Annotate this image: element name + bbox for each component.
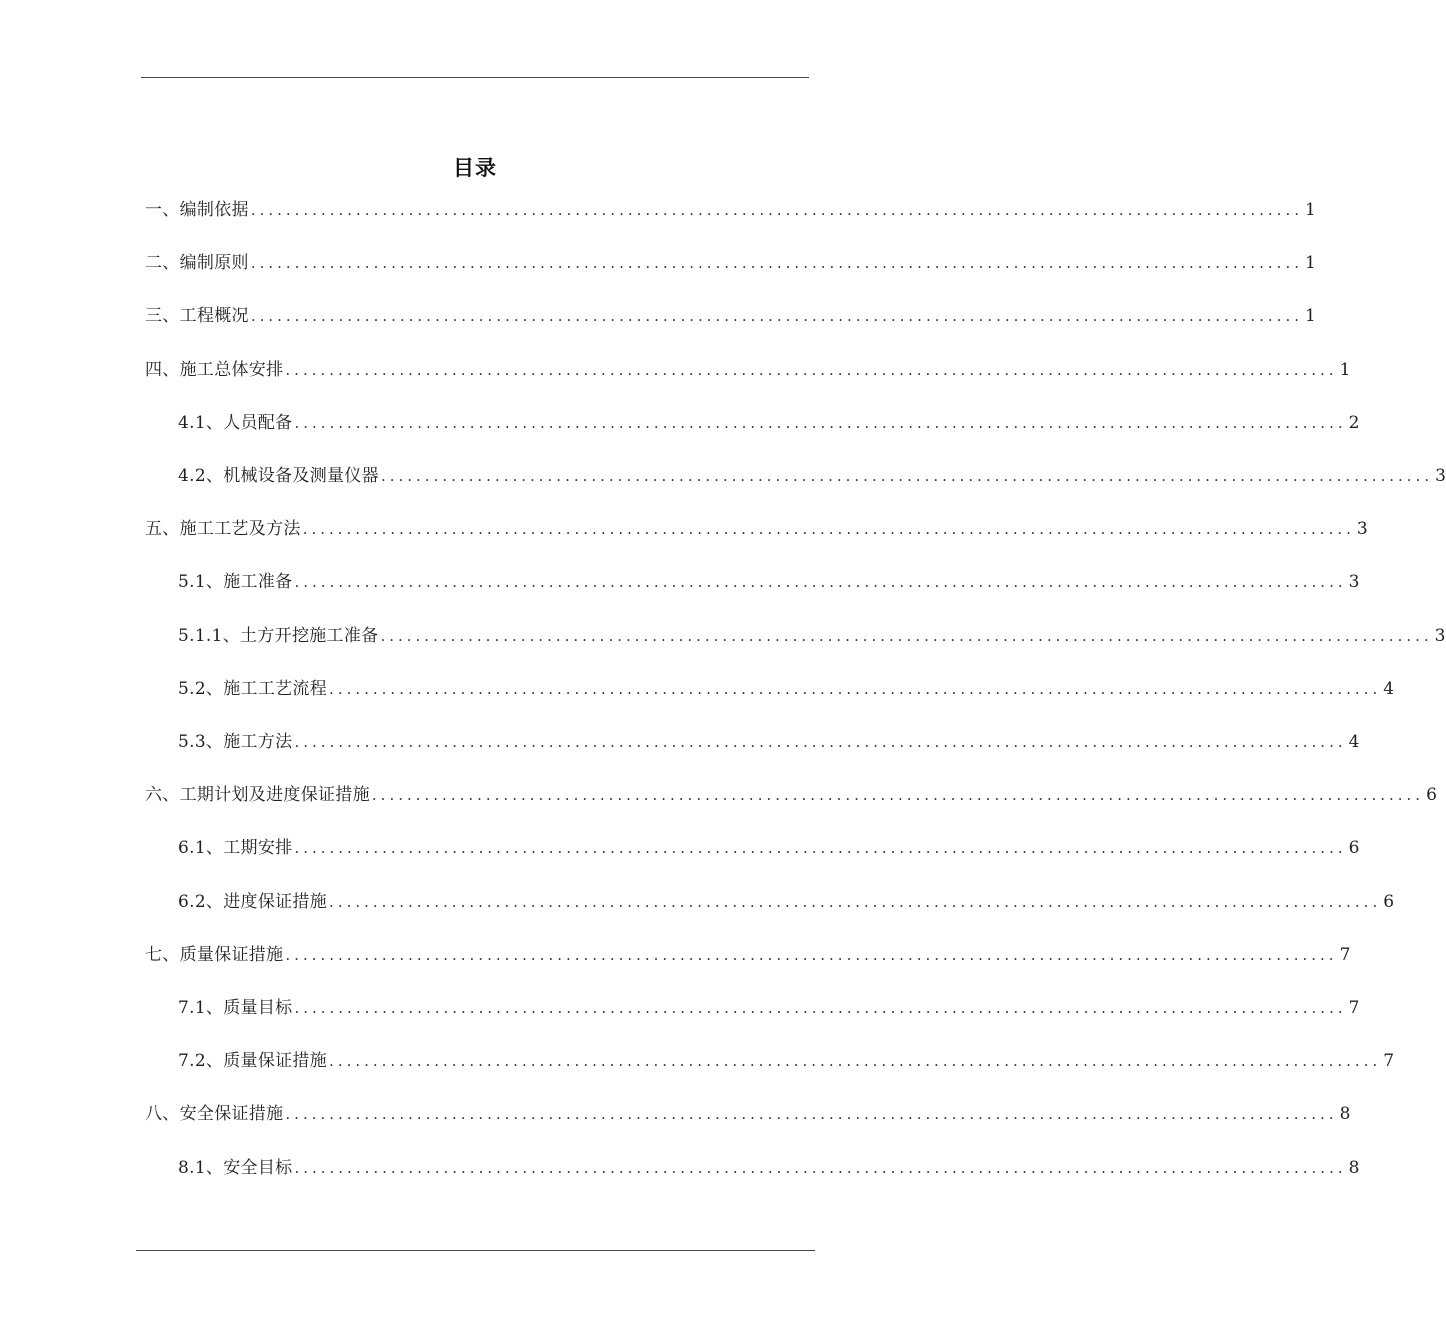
toc-dot-leader: ........................................................................................................................ <box>285 361 1338 379</box>
toc-entry-label: 7.2、质量保证措施 <box>178 1051 328 1071</box>
toc-entry[interactable] <box>145 783 1437 807</box>
toc-dot-leader: ........................................................................................................................ <box>380 467 1434 485</box>
toc-entry-page: 4 <box>1348 732 1360 752</box>
toc-entry-page: 7 <box>1348 998 1360 1018</box>
toc-dot-leader: ........................................................................................................................ <box>371 786 1425 804</box>
toc-entry-page: 3 <box>1348 572 1360 592</box>
toc-dot-leader: ........................................................................................................................ <box>285 946 1338 964</box>
toc-entry[interactable] <box>145 251 1316 275</box>
toc-entry-label: 8.1、安全目标 <box>178 1158 293 1178</box>
toc-dot-leader: ........................................................................................................................ <box>329 680 1382 698</box>
toc-dot-leader: ........................................................................................................................ <box>250 307 1303 325</box>
toc-dot-leader: ........................................................................................................................ <box>380 627 1433 645</box>
toc-entry-page: 6 <box>1383 892 1395 912</box>
toc-entry-page: 3 <box>1356 519 1368 539</box>
toc-entry-page: 3 <box>1434 626 1446 646</box>
toc-entry-label: 4.2、机械设备及测量仪器 <box>178 466 379 486</box>
toc-entry-page: 8 <box>1339 1104 1351 1124</box>
toc-entry-label: 6.1、工期安排 <box>178 838 293 858</box>
toc-entry[interactable] <box>145 358 1351 382</box>
toc-dot-leader: ........................................................................................................................ <box>294 414 1347 432</box>
toc-dot-leader: ........................................................................................................................ <box>294 733 1347 751</box>
toc-entry[interactable] <box>178 1156 1360 1180</box>
footer-rule <box>136 1250 815 1251</box>
toc-entry[interactable] <box>178 570 1360 594</box>
toc-dot-leader: ........................................................................................................................ <box>302 520 1355 538</box>
toc-entry-label: 二、编制原则 <box>145 253 249 273</box>
toc-entry-label: 五、施工工艺及方法 <box>145 519 301 539</box>
toc-dot-leader: ........................................................................................................................ <box>294 573 1347 591</box>
toc-dot-leader: ........................................................................................................................ <box>329 1052 1382 1070</box>
toc-entry-label: 5.1、施工准备 <box>178 572 293 592</box>
toc-entry-label: 七、质量保证措施 <box>145 945 284 965</box>
toc-entry[interactable] <box>145 198 1316 222</box>
toc-entry[interactable] <box>145 517 1368 541</box>
toc-entry-page: 3 <box>1435 466 1446 486</box>
toc-dot-leader: ........................................................................................................................ <box>250 201 1303 219</box>
toc-dot-leader: ........................................................................................................................ <box>250 254 1303 272</box>
toc-dot-leader: ........................................................................................................................ <box>294 839 1347 857</box>
toc-entry[interactable] <box>178 730 1360 754</box>
toc-entry-label: 5.3、施工方法 <box>178 732 293 752</box>
toc-entry-label: 六、工期计划及进度保证措施 <box>145 785 370 805</box>
toc-entry-label: 4.1、人员配备 <box>178 413 293 433</box>
toc-entry-label: 7.1、质量目标 <box>178 998 293 1018</box>
toc-entry-label: 八、安全保证措施 <box>145 1104 284 1124</box>
toc-entry-page: 1 <box>1339 360 1351 380</box>
toc-entry[interactable] <box>178 677 1395 701</box>
toc-entry-page: 1 <box>1304 200 1316 220</box>
toc-dot-leader: ........................................................................................................................ <box>294 1159 1347 1177</box>
toc-entry[interactable] <box>178 890 1395 914</box>
toc-entry[interactable] <box>178 624 1446 648</box>
toc-entry-page: 1 <box>1304 253 1316 273</box>
toc-dot-leader: ........................................................................................................................ <box>294 999 1347 1017</box>
toc-title: 目录 <box>453 156 497 180</box>
toc-entry-label: 5.1.1、土方开挖施工准备 <box>178 626 379 646</box>
toc-entry-page: 2 <box>1348 413 1360 433</box>
toc-entry-label: 三、工程概况 <box>145 306 249 326</box>
toc-entry-page: 7 <box>1339 945 1351 965</box>
toc-entry[interactable] <box>145 304 1316 328</box>
toc-entry-label: 6.2、进度保证措施 <box>178 892 328 912</box>
toc-entry-page: 7 <box>1383 1051 1395 1071</box>
toc-entry-label: 一、编制依据 <box>145 200 249 220</box>
toc-entry[interactable] <box>145 943 1351 967</box>
toc-dot-leader: ........................................................................................................................ <box>329 893 1382 911</box>
toc-entry-label: 四、施工总体安排 <box>145 360 284 380</box>
toc-entry[interactable] <box>178 1049 1395 1073</box>
toc-entry-page: 6 <box>1348 838 1360 858</box>
toc-entry-page: 4 <box>1383 679 1395 699</box>
toc-entry[interactable] <box>178 411 1360 435</box>
toc-dot-leader: ........................................................................................................................ <box>285 1105 1338 1123</box>
toc-entry-page: 1 <box>1304 306 1316 326</box>
toc-entry[interactable] <box>178 464 1446 488</box>
toc-entry[interactable] <box>178 836 1360 860</box>
toc-entry-label: 5.2、施工工艺流程 <box>178 679 328 699</box>
toc-entry[interactable] <box>145 1102 1351 1126</box>
toc-entry-page: 8 <box>1348 1158 1360 1178</box>
toc-entry[interactable] <box>178 996 1360 1020</box>
toc-entry-page: 6 <box>1426 785 1437 805</box>
